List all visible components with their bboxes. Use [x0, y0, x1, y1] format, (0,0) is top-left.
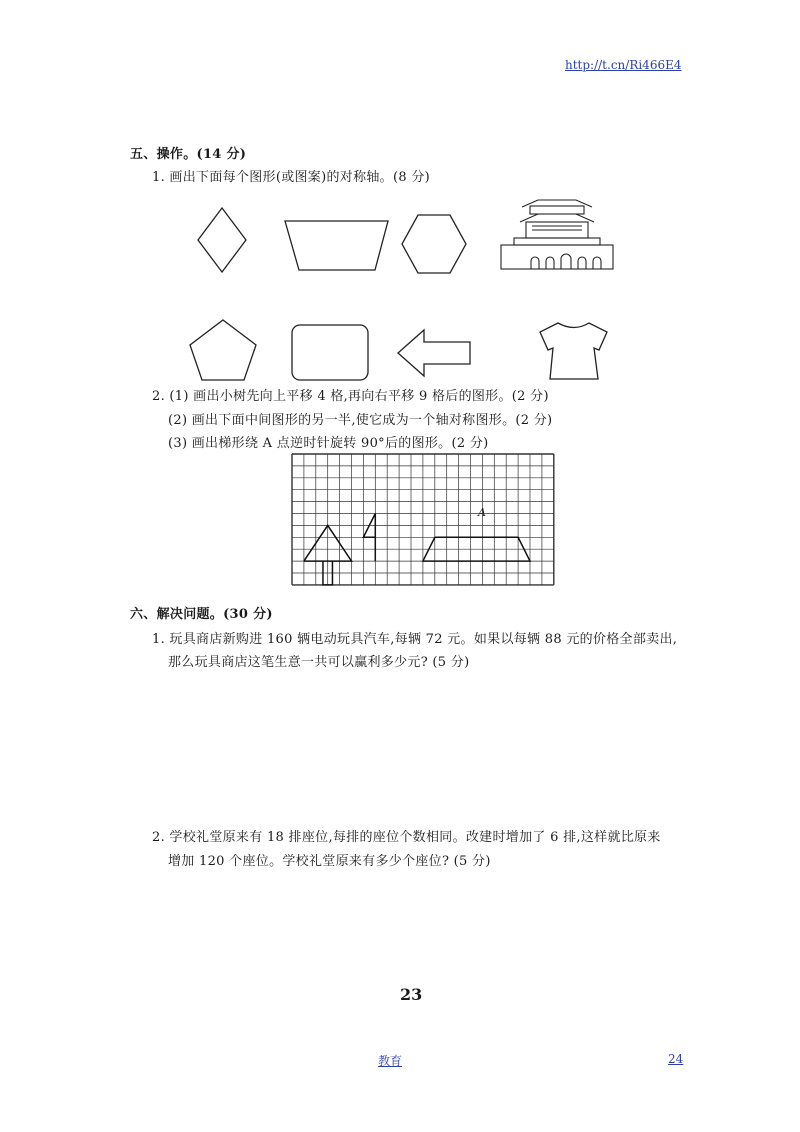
- section5-q2-3: (3) 画出梯形绕 A 点逆时针旋转 90°后的图形。(2 分): [168, 436, 489, 451]
- footer-page-index[interactable]: 24: [668, 1052, 684, 1066]
- section6-q1-line2: 那么玩具商店这笔生意一共可以赢利多少元? (5 分): [168, 655, 470, 670]
- footer-link[interactable]: 教育: [378, 1054, 403, 1068]
- section6-title: 六、解决问题。(30 分): [130, 607, 273, 622]
- section5-title: 五、操作。(14 分): [130, 147, 247, 162]
- page-number: 23: [400, 985, 423, 1004]
- section5-q2-1: 2. (1) 画出小树先向上平移 4 格,再向右平移 9 格后的图形。(2 分): [152, 389, 549, 404]
- section6-q1-line1: 1. 玩具商店新购进 160 辆电动玩具汽车,每辆 72 元。如果以每辆 88 元的价格全部卖出,: [152, 632, 678, 647]
- section5-q2-2: (2) 画出下面中间图形的另一半,使它成为一个轴对称图形。(2 分): [168, 413, 553, 428]
- section5-q1: 1. 画出下面每个图形(或图案)的对称轴。(8 分): [152, 170, 431, 185]
- header-url-link[interactable]: http://t.cn/Ri466E4: [565, 58, 682, 72]
- section6-q2-line1: 2. 学校礼堂原来有 18 排座位,每排的座位个数相同。改建时增加了 6 排,这样就比原来: [152, 830, 661, 845]
- point-a-label: A: [478, 506, 486, 519]
- section6-q2-line2: 增加 120 个座位。学校礼堂原来有多少个座位? (5 分): [168, 854, 491, 869]
